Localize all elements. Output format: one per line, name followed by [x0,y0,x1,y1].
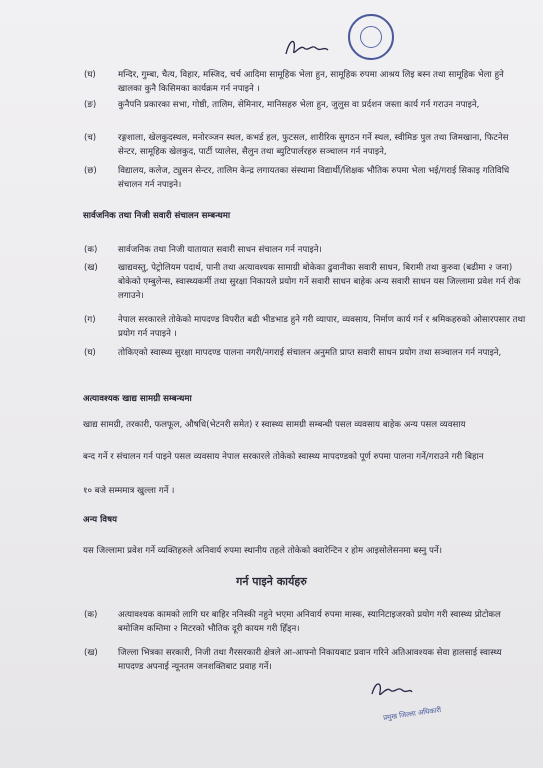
list-item: (क) सार्वजनिक तथा निजी यातायात सवारी साधन संचालन गर्न नपाइने। [84,245,322,255]
paragraph: खाद्य सामग्री, तरकारी, फलफूल, औषधि(भेटनरी समेत) र स्वास्थ्य सामग्री सम्बन्धी पसल व्यवसाय बाहेक अन्य पसल व्यवसाय [83,420,466,430]
list-item: (च) रङ्गशाला, खेलकुदस्थल, मनोरञ्जन स्थल, कभर्ड हल, फुटसल, शारीरिक सुगठन गर्ने स्थल, स्वीमिङ पुल तथा जिमखाना, फिटनेस सेन्टर, सामूहिक खेलकुद, पार्टी प्यालेस, सैलुन तथा ब्युटिपार्लरहरु सञ्चालन गर्न नपाइने, [84,133,509,157]
section-heading: अत्यावश्यक खाद्य सामग्री सम्बन्धमा [83,394,192,404]
list-item: (क) अत्यावश्यक कामको लागि घर बाहिर ननिस्की नहुने भएमा अनिवार्य रुपमा मास्क, स्यानिटाइजरको प्रयोग गरी स्वास्थ्य प्रोटोकल बमोजिम कम्तिमा २ मिटरको भौतिक दूरी कायम गरी हिँड्न। [84,610,501,634]
signature-icon [368,676,414,704]
section-heading: सार्वजनिक तथा निजी सवारी संचालन सम्बन्धमा [83,211,231,221]
paragraph: बन्द गर्ने र संचालन गर्न पाइने पसल व्यवसाय नेपाल सरकारले तोकेको स्वास्थ्य मापदण्डको पूर्ण रुपमा पालना गर्ने/गराउने गरी बिहान [83,452,484,462]
list-item: (ख) खाद्यवस्तु, पेट्रोलियम पदार्थ, पानी तथा अत्यावश्यक सामाग्री बोकेका ढुवानीका सवारी साधन, बिरामी तथा कुरुवा (बढीमा २ जना) बोकेको एम्बुलेन्स, स्वास्थ्यकर्मी तथा सुरक्षा निकायले प्रयोग गर्ने सवारी साधन बाहेक अन्य सवारी साधन यस जिल्लामा प्रवेश गर्न रोक लगाउने। [84,263,521,301]
paragraph: यस जिल्लामा प्रवेश गर्ने व्यक्तिहरुले अनिवार्य रुपमा स्थानीय तहले तोकेको क्वारेन्टिन र होम आइसोलेसनमा बस्नु पर्ने। [83,546,442,556]
section-heading: अन्य विषय [83,515,118,525]
official-seal-icon [348,14,394,60]
list-item: (ग) नेपाल सरकारले तोकेको मापदण्ड विपरीत बढी भीडभाड हुने गरी व्यापार, व्यवसाय, निर्माण कार्य गर्न र श्रमिकहरुको ओसारपसार तथा प्रयोग गर्न नपाइने । [84,315,526,339]
list-item: (ख) जिल्ला भित्रका सरकारी, निजी तथा गैरसरकारी क्षेत्रले आ-आफ्नो निकायबाट प्रवान गरिने अतिआवश्यक सेवा हालसाई स्वास्थ्य मापदण्ड अपनाई न्यूनतम जनशक्तिबाट प्रवाह गर्ने। [84,648,502,672]
list-item: (ङ) कुनैपनि प्रकारका सभा, गोष्ठी, तालिम, सेमिनार, मानिसहरु भेला हुन, जुलुस वा प्रर्दशन जस्ता कार्य गर्न गराउन नपाइने, [84,100,480,110]
list-item: (छ) विद्यालय, कलेज, ट्युसन सेन्टर, तालिम केन्द्र लगायतका संस्थामा विद्यार्थी/शिक्षक भौतिक रुपमा भेला भई/गराई सिकाइ गतिविधि संचालन गर्न नपाइने। [84,166,510,190]
list-item: (घ) मन्दिर, गुम्बा, चैत्य, विहार, मस्जिद, चर्च आदिमा सामूहिक भेला हुन, सामूहिक रुपमा आश्रय लिइ बस्न तथा सामूहिक भेला हुने खालका कुनै किसिमका कार्यक्रम गर्न नपाइने । [84,70,504,94]
officer-title: प्रमुख जिल्ला अधिकारी [382,705,442,723]
signature-icon [282,34,332,62]
paragraph: १० बजे सम्ममात्र खुल्ला गर्ने । [83,486,175,496]
list-item: (घ) तोकिएको स्वास्थ्य सुरक्षा मापदण्ड पालना नगरी/नगराई संचालन अनुमति प्राप्त सवारी साधन प्रयोग तथा सञ्चालन गर्न नपाइने, [84,348,502,358]
section-title: गर्न पाइने कार्यहरु [236,575,307,588]
